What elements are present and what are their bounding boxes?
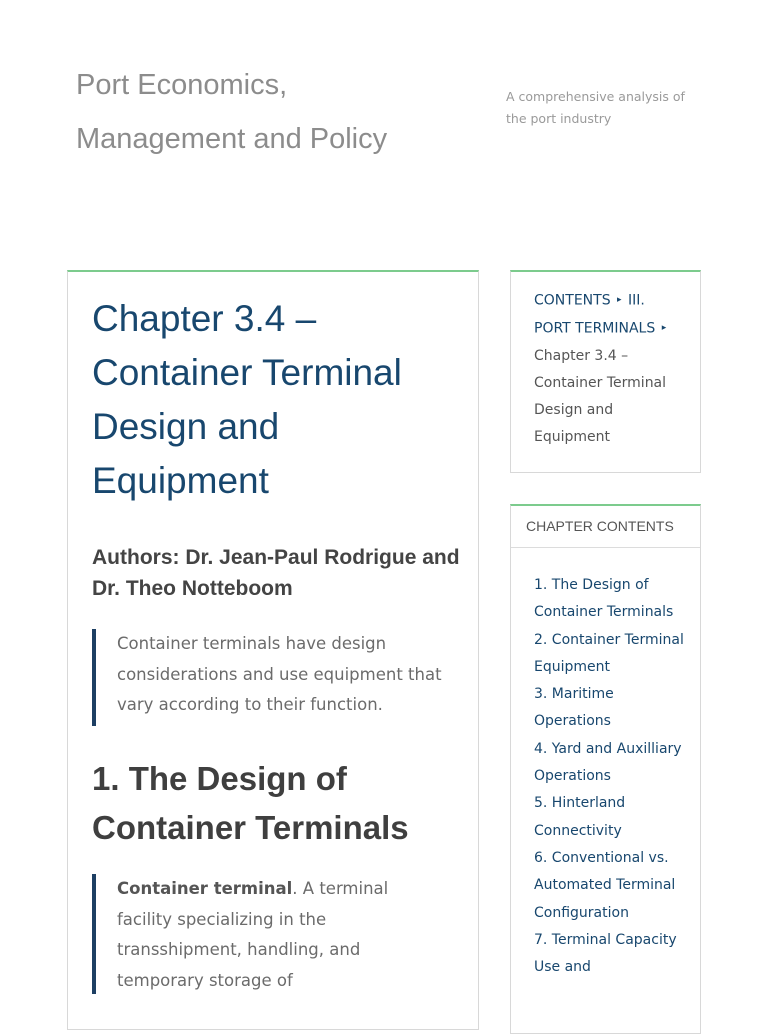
chapter-contents-card	[510, 504, 701, 1034]
breadcrumb-current: Chapter 3.4 – Container Terminal Design and Equipment	[534, 347, 667, 446]
definition-term: Container terminal	[117, 879, 293, 898]
toc-item	[534, 572, 694, 627]
toc-link-automated[interactable]: 6. Conventional vs. Automated Terminal Configuration	[534, 849, 676, 921]
chapter-content-card	[67, 270, 479, 1030]
site-title[interactable]	[76, 58, 436, 166]
toc-link-hinterland[interactable]: 5. Hinterland Connectivity	[534, 795, 626, 839]
section-heading: 1. The Design of Container Terminals	[92, 760, 409, 846]
toc-item	[534, 845, 694, 927]
definition-paragraph	[117, 874, 447, 996]
intro-text: Container terminals have design considerations and use equipment that vary according to their function.	[117, 634, 442, 714]
toc-link-design[interactable]: 1. The Design of Container Terminals	[534, 577, 674, 621]
toc-item	[534, 790, 694, 845]
site-tagline: A comprehensive analysis of the port industry	[506, 89, 685, 126]
chapter-contents-header: CHAPTER CONTENTS	[511, 506, 700, 548]
breadcrumb-card	[510, 270, 701, 473]
toc-item	[534, 736, 694, 791]
toc-item	[534, 927, 694, 982]
chapter-title: Chapter 3.4 – Container Terminal Design and Equipment	[92, 298, 402, 501]
toc-link-yard[interactable]: 4. Yard and Auxilliary Operations	[534, 740, 682, 785]
breadcrumb-port-terminals-link[interactable]: III. PORT TERMINALS	[534, 292, 656, 337]
intro-blockquote	[92, 629, 447, 726]
breadcrumb-separator-icon: ▸	[661, 322, 667, 333]
toc-link-equipment[interactable]: 2. Container Terminal Equipment	[534, 631, 684, 675]
site-title-link[interactable]: Port Economics, Management and Policy	[76, 69, 388, 155]
chapter-contents-list	[511, 548, 700, 981]
definition-text: . A terminal facility specializing in the transshipment, handling, and temporary storage of	[117, 879, 389, 990]
definition-blockquote	[92, 874, 447, 994]
breadcrumb	[534, 287, 684, 451]
toc-item	[534, 627, 694, 682]
toc-link-capacity[interactable]: 7. Terminal Capacity Use and	[534, 931, 677, 976]
toc-item	[534, 681, 694, 736]
breadcrumb-contents-link[interactable]: CONTENTS	[534, 292, 611, 309]
toc-link-maritime[interactable]: 3. Maritime Operations	[534, 686, 614, 730]
breadcrumb-separator-icon: ▸	[617, 295, 622, 305]
chapter-authors: Authors: Dr. Jean-Paul Rodrigue and Dr. Theo Notteboom	[92, 546, 460, 600]
